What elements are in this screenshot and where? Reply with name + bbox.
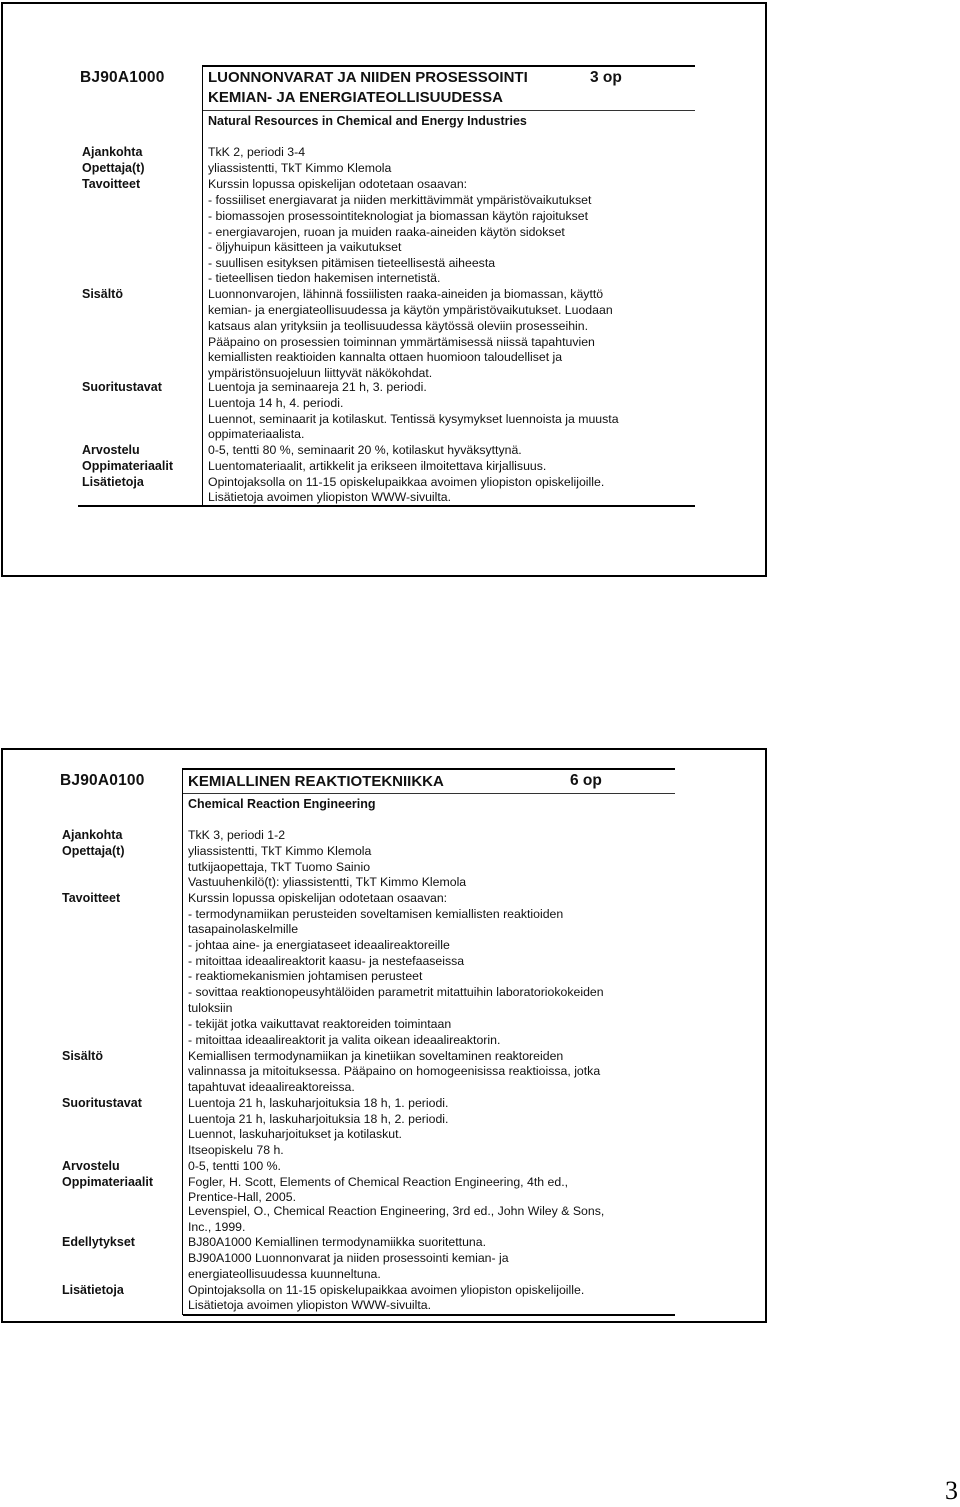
content-line: Opintojaksolla on 11-15 opiskelupaikkaa avoimen yliopiston opiskelijoille. — [208, 475, 605, 489]
label-arvostelu: Arvostelu — [82, 443, 140, 457]
page-number: 3 — [945, 1476, 958, 1505]
content-line: - biomassojen prosessointiteknologiat ja biomassan käytön rajoitukset — [208, 209, 589, 223]
content-line: Luennot, laskuharjoitukset ja kotilaskut. — [188, 1127, 402, 1141]
label-oppimateriaalit: Oppimateriaalit — [62, 1175, 153, 1189]
content-line: energiateollisuudessa kuunneltuna. — [188, 1267, 381, 1281]
content-line: Kurssin lopussa opiskelijan odotetaan osaavan: — [208, 177, 468, 191]
label-opettajat: Opettaja(t) — [62, 844, 125, 858]
content-line: Vastuuhenkilö(t): yliassistentti, TkT Kimmo Klemola — [188, 875, 467, 889]
column-divider — [202, 65, 203, 506]
course-code: BJ90A0100 — [60, 772, 145, 789]
course-english-title: Chemical Reaction Engineering — [188, 797, 376, 811]
content-line: - johtaa aine- ja energiataseet ideaalireaktoreille — [188, 938, 450, 952]
content-line: Inc., 1999. — [188, 1220, 246, 1234]
label-opettajat: Opettaja(t) — [82, 161, 145, 175]
content-line: - mitoittaa ideaalireaktorit kaasu- ja nestefaaseissa — [188, 954, 465, 968]
label-lisatietoja: Lisätietoja — [62, 1283, 124, 1297]
content-line: TkK 3, periodi 1-2 — [188, 828, 286, 842]
content-line: - öljyhuipun käsitteen ja vaikutukset — [208, 240, 402, 254]
content-line: Luentoja 14 h, 4. periodi. — [208, 396, 344, 410]
table-bottom-rule — [183, 1314, 675, 1316]
label-oppimateriaalit: Oppimateriaalit — [82, 459, 173, 473]
label-arvostelu: Arvostelu — [62, 1159, 120, 1173]
content-line: katsaus alan yrityksiin ja teollisuudessa käytössä oleviin prosesseihin. — [208, 319, 589, 333]
content-line: - fossiiliset energiavarat ja niiden merkittävimmät ympäristövaikutukset — [208, 193, 592, 207]
content-line: tuloksiin — [188, 1001, 233, 1015]
content-line: yliassistentti, TkT Kimmo Klemola — [208, 161, 392, 175]
label-tavoitteet: Tavoitteet — [82, 177, 141, 191]
content-line: Prentice-Hall, 2005. — [188, 1190, 296, 1204]
content-line: - sovittaa reaktionopeusyhtälöiden parametrit mitattuihin laboratoriokokeiden — [188, 985, 604, 999]
content-line: Lisätietoja avoimen yliopiston WWW-sivuilta. — [208, 490, 452, 504]
content-line: - mitoittaa ideaalireaktorit ja valita oikean ideaalireaktorin. — [188, 1033, 501, 1047]
content-line: Luonnonvarojen, lähinnä fossiilisten raaka-aineiden ja biomassan, käyttö — [208, 287, 604, 301]
label-edellytykset: Edellytykset — [62, 1235, 135, 1249]
content-line: yliassistentti, TkT Kimmo Klemola — [188, 844, 372, 858]
content-line: - energiavarojen, ruoan ja muiden raaka-aineiden käytön sidokset — [208, 225, 565, 239]
content-line: Opintojaksolla on 11-15 opiskelupaikkaa avoimen yliopiston opiskelijoille. — [188, 1283, 585, 1297]
content-line: - tekijät jotka vaikuttavat reaktoreiden toimintaan — [188, 1017, 452, 1031]
content-line: tasapainolaskelmille — [188, 922, 299, 936]
content-line: BJ80A1000 Kemiallinen termodynamiikka suoritettuna. — [188, 1235, 487, 1249]
course-credits: 3 op — [590, 69, 622, 86]
label-ajankohta: Ajankohta — [82, 145, 143, 159]
content-line: 0-5, tentti 100 %. — [188, 1159, 281, 1173]
course-code: BJ90A1000 — [80, 69, 165, 86]
content-line: - suullisen esityksen pitämisen tieteellisestä aiheesta — [208, 256, 496, 270]
content-line: tutkijaopettaja, TkT Tuomo Sainio — [188, 860, 371, 874]
header-top-rule — [203, 65, 695, 67]
content-line: kemian- ja energiateollisuudessa ja käytön ympäristövaikutukset. Luodaan — [208, 303, 613, 317]
content-line: - reaktiomekanismien johtamisen perusteet — [188, 969, 423, 983]
content-line: TkK 2, periodi 3-4 — [208, 145, 306, 159]
content-line: kemiallisten reaktioiden kannalta ottaen huomioon taloudelliset ja — [208, 350, 563, 364]
label-sisalto: Sisältö — [82, 287, 123, 301]
course-credits: 6 op — [570, 772, 602, 789]
content-line: valinnassa ja mitoituksessa. Pääpaino on homogeenisissa reaktioissa, jotka — [188, 1064, 601, 1078]
content-line: Kurssin lopussa opiskelijan odotetaan osaavan: — [188, 891, 448, 905]
content-line: tapahtuvat ideaalireaktoreissa. — [188, 1080, 355, 1094]
header-top-rule — [183, 768, 675, 770]
header-mid-rule — [183, 793, 675, 794]
content-line: Levenspiel, O., Chemical Reaction Engineering, 3rd ed., John Wiley & Sons, — [188, 1204, 605, 1218]
label-tavoitteet: Tavoitteet — [62, 891, 121, 905]
content-line: oppimateriaalista. — [208, 427, 305, 441]
content-line: ympäristönsuojeluun liittyvät näkökohdat. — [208, 366, 433, 380]
label-suoritustavat: Suoritustavat — [82, 380, 162, 394]
content-line: BJ90A1000 Luonnonvarat ja niiden prosessointi kemian- ja — [188, 1251, 509, 1265]
content-line: Luennot, seminaarit ja kotilaskut. Tentissä kysymykset luennoista ja muusta — [208, 412, 619, 426]
course-title-line-2: KEMIAN- JA ENERGIATEOLLISUUDESSA — [208, 89, 504, 106]
content-line: Lisätietoja avoimen yliopiston WWW-sivuilta. — [188, 1298, 432, 1312]
column-divider — [182, 768, 183, 1315]
content-line: 0-5, tentti 80 %, seminaarit 20 %, kotilaskut hyväksyttynä. — [208, 443, 522, 457]
course-english-title: Natural Resources in Chemical and Energy Industries — [208, 114, 527, 128]
content-line: Kemiallisen termodynamiikan ja kinetiikan soveltaminen reaktoreiden — [188, 1049, 564, 1063]
header-mid-rule — [203, 110, 695, 111]
content-line: Fogler, H. Scott, Elements of Chemical Reaction Engineering, 4th ed., — [188, 1175, 569, 1189]
label-lisatietoja: Lisätietoja — [82, 475, 144, 489]
content-line: - termodynamiikan perusteiden soveltamisen kemiallisten reaktioiden — [188, 907, 564, 921]
label-ajankohta: Ajankohta — [62, 828, 123, 842]
label-suoritustavat: Suoritustavat — [62, 1096, 142, 1110]
course-title-line-1: KEMIALLINEN REAKTIOTEKNIIKKA — [188, 773, 444, 790]
label-sisalto: Sisältö — [62, 1049, 103, 1063]
slide-course-2 — [1, 748, 767, 1323]
content-line: Luentoja 21 h, laskuharjoituksia 18 h, 2. periodi. — [188, 1112, 449, 1126]
content-line: Itseopiskelu 78 h. — [188, 1143, 284, 1157]
course-title-line-1: LUONNONVARAT JA NIIDEN PROSESSOINTI — [208, 69, 528, 86]
content-line: - tieteellisen tiedon hakemisen internetistä. — [208, 271, 441, 285]
content-line: Luentomateriaalit, artikkelit ja erikseen ilmoitettava kirjallisuus. — [208, 459, 547, 473]
slide-course-1 — [1, 2, 767, 577]
content-line: Luentoja ja seminaareja 21 h, 3. periodi. — [208, 380, 427, 394]
content-line: Pääpaino on prosessien toiminnan ymmärtämisessä niissä tapahtuvien — [208, 335, 595, 349]
content-line: Luentoja 21 h, laskuharjoituksia 18 h, 1. periodi. — [188, 1096, 449, 1110]
